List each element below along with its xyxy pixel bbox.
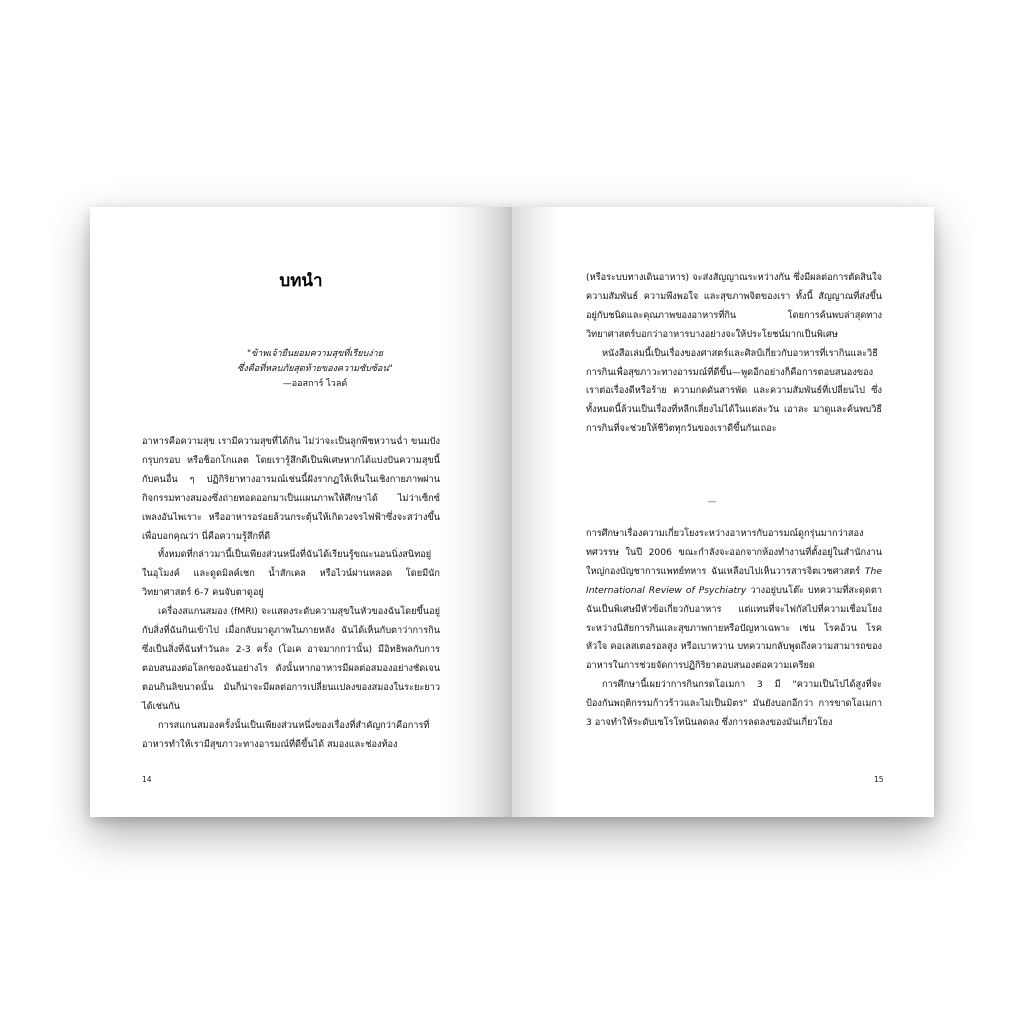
open-book [90,207,934,817]
epigraph-quote-line-1: "ข้าพเจ้ายืนยอมความสุขที่เรียบง่าย [247,349,383,359]
page-number-left: 14 [142,775,152,784]
gutter-shadow [512,207,562,817]
left-page-body [142,433,440,754]
page-number-right: 15 [874,775,884,784]
paragraph: ทั้งหมดที่กล่าวมานี้เป็นเพียงส่วนหนึ่งที่ฉันได้เรียนรู้ขณะนอนนิ่งสนิทอยู่ในอุโมงค์ และดูดมิลค์เชก น้ำสักเคล หรือไวน์ผ่านหลอด โดยมีนักวิทยาศาสตร์ 6-7 คนจับตาดูอยู่ [142,549,440,599]
paragraph: อาหารคือความสุข เรามีความสุขที่ได้กิน ไม่ว่าจะเป็นลูกพีชหวานฉ่ำ ขนมปังกรุบกรอบ หรือช็อกโกแลต โดยเรารู้สึกดีเป็นพิเศษหากได้แบ่งปันความสุขนี้กับคนอื่น ๆ ปฏิกิริยาทางอารมณ์เช่นนี้ฝังรากฏให้เห็นในเชิงกายภาพผ่านกิจกรรมทางสมองซึ่งถ่ายทอดออกมาเป็นแผนภาพให้ศึกษาได้ ไม่ว่าเซ็กซ์ เพลงอันไพเราะ หรืออาหารอร่อยล้วนกระตุ้นให้เกิดวงจรไฟฟ้าซึ่งจะสว่างขึ้นเพื่อบอกคุณว่า นี่คือความรู้สึกที่ดี [142,436,440,542]
paragraph: การศึกษานี้เผยว่าการกินกรดโอเมกา 3 มี "ความเป็นไปได้สูงที่จะป้องกันพฤติกรรมก้าวร้าวและไม่เป็นมิตร" มันยังบอกอีกว่า การขาดโอเมกา 3 อาจทำให้ระดับเซโรโทนินลดลง ซึ่งการลดลงของมันเกี่ยวโยง [586,679,882,729]
journal-title: The International Review of Psychiatry [586,565,882,596]
right-page [512,207,934,817]
gutter-shadow [442,207,512,817]
epigraph [150,347,480,392]
right-page-body-bottom [586,525,882,733]
epigraph-quote-line-2: ซึ่งคือที่หลบภัยสุดท้ายของความซับซ้อน" [237,364,393,374]
epigraph-attribution: —ออสการ์ ไวลด์ [282,379,348,389]
left-page [90,207,512,817]
paragraph: การสแกนสมองครั้งนั้นเป็นเพียงส่วนหนึ่งของเรื่องที่สำคัญกว่าคือการที่อาหารทำให้เรามีสุขภาวะทางอารมณ์ที่ดีขึ้นได้ สมองและช่องท้อง [142,719,430,750]
right-page-body-top [586,269,882,439]
paragraph [586,525,882,676]
paragraph: เครื่องสแกนสมอง (fMRI) จะแสดงระดับความสุขในหัวของฉันโดยขึ้นอยู่กับสิ่งที่ฉันกินเข้าไป เมื่อกลับมาดูภาพในภายหลัง ฉันได้เห็นกับตาว่าการกินซึ่งเป็นสิ่งที่ฉันทำวันละ 2-3 ครั้ง (โอเค อาจมากกว่านั้น) มีอิทธิพลกับการตอบสนองต่อโลกของฉันอย่างไร ดังนั้นหากอาหารมีผลต่อสมองอย่างชัดเจนตอนกินลิขนาดนั้น มันก็น่าจะมีผลต่อการเปลี่ยนแปลงของสมองในระยะยาวได้เช่นกัน [142,606,440,712]
paragraph: หนังสือเล่มนี้เป็นเรื่องของศาสตร์และศิลป์เกี่ยวกับอาหารที่เรากินและวิธีการกินเพื่อสุขภาวะทางอารมณ์ที่ดีขึ้น—พูดอีกอย่างก็คือการตอบสนองของเราต่อเรื่องดีหรือร้าย ความกดดันสารพัด และความสัมพันธ์ที่เปลี่ยนไป ซึ่งทั้งหมดนี้ล้วนเป็นเรื่องที่หลีกเลี่ยงไม่ได้ในแต่ละวัน เอาละ มาดูและค้นพบวิธีการกินที่จะช่วยให้ชีวิตทุกวันของเราดีขึ้นกันเถอะ [586,347,882,435]
paragraph-text: การศึกษาเรื่องความเกี่ยวโยงระหว่างอาหารกับอารมณ์ดูกรุ่นมากว่าสองทศวรรษ ในปี 2006 ขณะกำลังจะออกจากห้องทำงานที่ตั้งอยู่ในสำนักงานใหญ่กองบัญชาการแพทย์ทหาร ฉันเหลือบไปเห็นวารสารจิตเวชศาสตร์ [586,528,882,577]
paragraph: (หรือระบบทางเดินอาหาร) จะส่งสัญญาณระหว่างกัน ซึ่งมีผลต่อการตัดสินใจ ความสัมพันธ์ ความพึงพอใจ และสุขภาพจิตของเรา ทั้งนี้ สัญญาณที่ส่งขึ้นอยู่กับชนิดและคุณภาพของอาหารที่กิน โดยการค้นพบล่าสุดทางวิทยาศาสตร์บอกว่าอาหารบางอย่างจะให้ประโยชน์มากเป็นพิเศษ [586,272,882,340]
paragraph-text: วางอยู่บนโต๊ะ บทความที่สะดุดตาฉันเป็นพิเศษมีหัวข้อเกี่ยวกับอาหาร แต่แทนที่จะไฟกัสไปที่ความเชื่อมโยงระหว่างนิสัยการกินและสุขภาพกายหรือปัญหาเฉพาะ เช่น โรคอ้วน โรคหัวใจ คอเลสเตอรอลสูง หรือเบาหวาน บทความกลับพูดถึงความสามารถของอาหารในการช่วยจัดการปฏิกิริยาตอบสนองต่อความเครียด [586,584,882,672]
chapter-title: บทนำ [279,271,323,291]
section-divider: — [707,497,717,507]
